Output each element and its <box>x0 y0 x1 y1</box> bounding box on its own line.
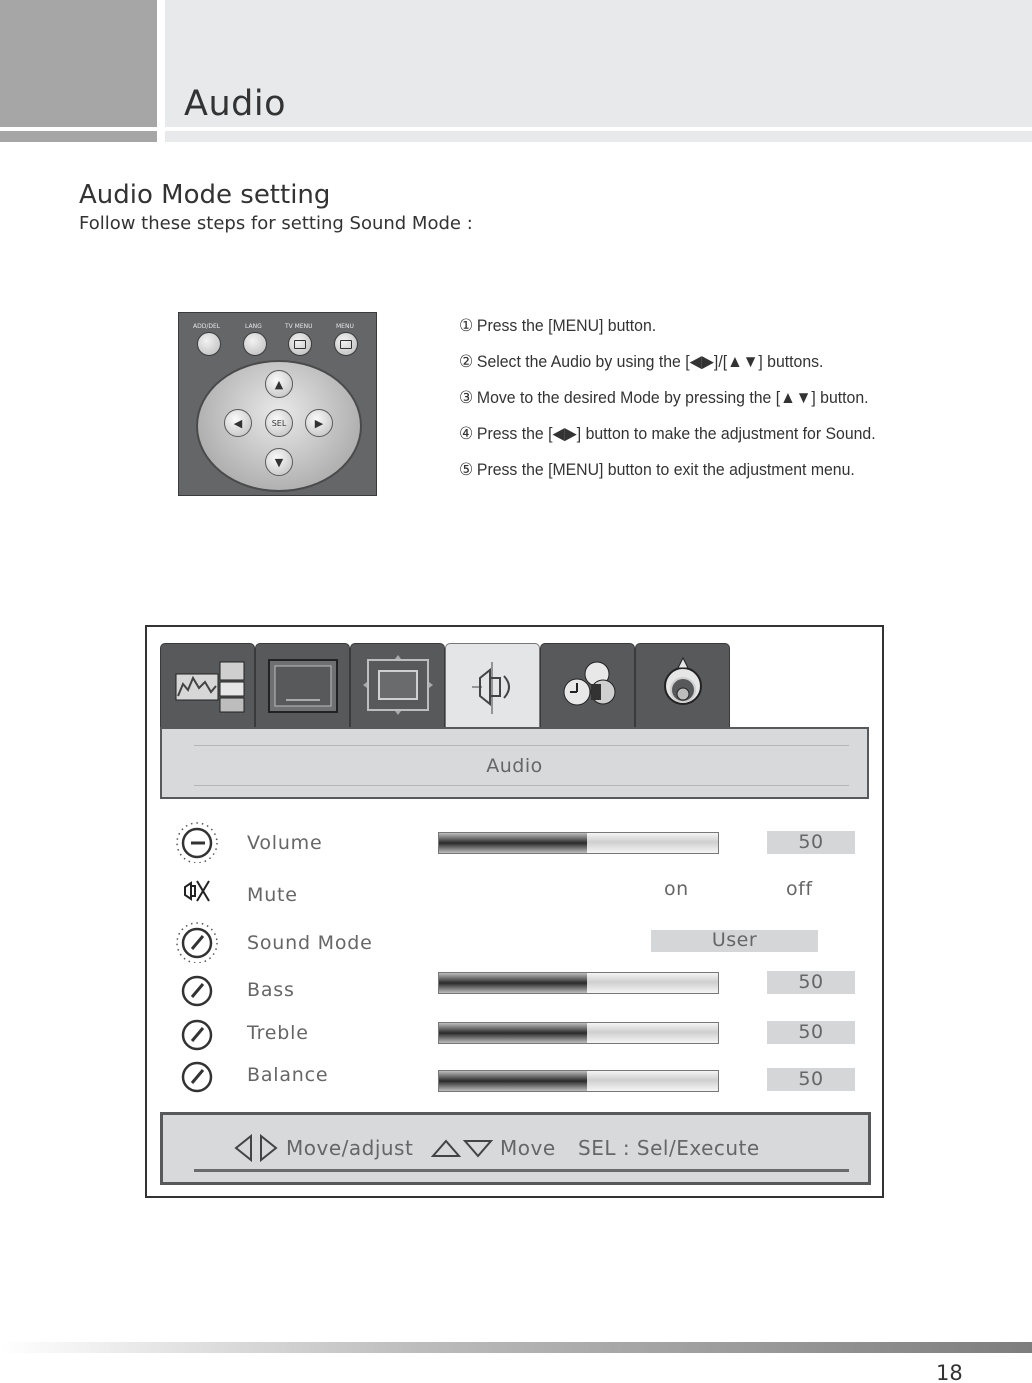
left-arrow-icon: ◀ <box>224 409 252 437</box>
picture-icon <box>161 644 256 729</box>
sound-mode-knob-icon <box>175 919 219 963</box>
balance-value: 50 <box>767 1068 855 1091</box>
position-icon <box>351 644 446 729</box>
audio-tab[interactable] <box>445 643 540 728</box>
up-arrow-icon: ▲ <box>265 370 293 398</box>
header-rule-right <box>165 131 1032 142</box>
section-title: Audio Mode setting <box>79 180 331 210</box>
remote-tv-menu-button <box>288 332 312 356</box>
volume-slider-fill <box>439 833 587 853</box>
remote-sel-button: SEL <box>265 409 293 437</box>
bass-value: 50 <box>767 971 855 994</box>
step-list <box>459 316 1019 496</box>
step-number: ③ <box>459 388 474 407</box>
balance-slider[interactable] <box>438 1070 719 1092</box>
mute-option-off[interactable]: off <box>786 878 813 900</box>
volume-knob-icon <box>175 819 219 863</box>
down-arrow-icon: ▼ <box>265 448 293 476</box>
screen-tab[interactable] <box>255 643 350 728</box>
step-text: Press the [MENU] button to exit the adjustment menu. <box>476 460 855 479</box>
page-title: Audio <box>184 84 286 124</box>
sound-mode-select[interactable]: User <box>651 930 818 952</box>
help-move-adjust: Move/adjust <box>286 1136 414 1160</box>
sound-mode-label: Sound Mode <box>247 932 373 954</box>
clock-icon <box>541 644 636 729</box>
header-band <box>165 0 1032 127</box>
treble-slider-fill <box>439 1023 587 1043</box>
bass-slider[interactable] <box>438 972 719 994</box>
menu-title-bar <box>160 727 869 799</box>
up-down-arrows-icon <box>431 1138 495 1160</box>
help-select: SEL : Sel/Execute <box>578 1136 760 1160</box>
step-text: Press the [◀▶] button to make the adjustment for Sound. <box>476 424 876 443</box>
setup-tab[interactable] <box>635 643 730 728</box>
menu-title: Audio <box>486 755 543 777</box>
mute-icon <box>175 869 219 913</box>
treble-value: 50 <box>767 1021 855 1044</box>
time-tab[interactable] <box>540 643 635 728</box>
balance-knob-icon <box>175 1053 219 1097</box>
step-number: ① <box>459 316 474 335</box>
step-number: ⑤ <box>459 460 474 479</box>
footer-bar <box>0 1342 1032 1353</box>
bass-label: Bass <box>247 979 295 1001</box>
bass-slider-fill <box>439 973 587 993</box>
step-number: ② <box>459 352 474 371</box>
remote-menu-button <box>334 332 358 356</box>
remote-label-add-del: ADD/DEL <box>193 323 221 330</box>
osd-menu-screenshot <box>145 625 884 1198</box>
right-arrow-icon: ▶ <box>305 409 333 437</box>
speaker-icon <box>446 644 541 729</box>
remote-direction-pad <box>196 360 362 492</box>
balance-label: Balance <box>247 1064 329 1086</box>
section-subtitle: Follow these steps for setting Sound Mode : <box>79 213 473 234</box>
step-text: Move to the desired Mode by pressing the [▲▼] button. <box>476 388 869 407</box>
help-move: Move <box>500 1136 556 1160</box>
screen-icon <box>256 644 351 729</box>
remote-label-menu: MENU <box>336 323 354 330</box>
bass-knob-icon <box>175 967 219 1011</box>
step-number: ④ <box>459 424 474 443</box>
treble-slider[interactable] <box>438 1022 719 1044</box>
help-bar <box>160 1112 871 1185</box>
step-item <box>459 316 980 352</box>
step-item <box>459 388 980 424</box>
remote-lang-button <box>243 332 267 356</box>
position-tab[interactable] <box>350 643 445 728</box>
remote-label-lang: LANG <box>245 323 262 330</box>
header-block <box>0 0 157 127</box>
step-item <box>459 352 980 388</box>
volume-value: 50 <box>767 831 855 854</box>
step-text: Select the Audio by using the [◀▶]/[▲▼] buttons. <box>476 352 824 371</box>
page-number: 18 <box>936 1361 963 1383</box>
setup-icon <box>636 644 731 729</box>
volume-label: Volume <box>247 832 323 854</box>
remote-add-del-button <box>197 332 221 356</box>
remote-control-image <box>178 312 377 496</box>
header-rule-left <box>0 131 157 142</box>
volume-slider[interactable] <box>438 832 719 854</box>
treble-knob-icon <box>175 1011 219 1055</box>
treble-label: Treble <box>247 1022 309 1044</box>
remote-label-tv-menu: TV MENU <box>285 323 313 330</box>
step-item <box>459 460 980 496</box>
picture-tab[interactable] <box>160 643 255 728</box>
mute-option-on[interactable]: on <box>664 878 689 900</box>
balance-slider-fill <box>439 1071 587 1091</box>
mute-label: Mute <box>247 884 298 906</box>
left-right-arrows-icon <box>233 1134 283 1162</box>
step-text: Press the [MENU] button. <box>476 316 657 335</box>
step-item <box>459 424 980 460</box>
